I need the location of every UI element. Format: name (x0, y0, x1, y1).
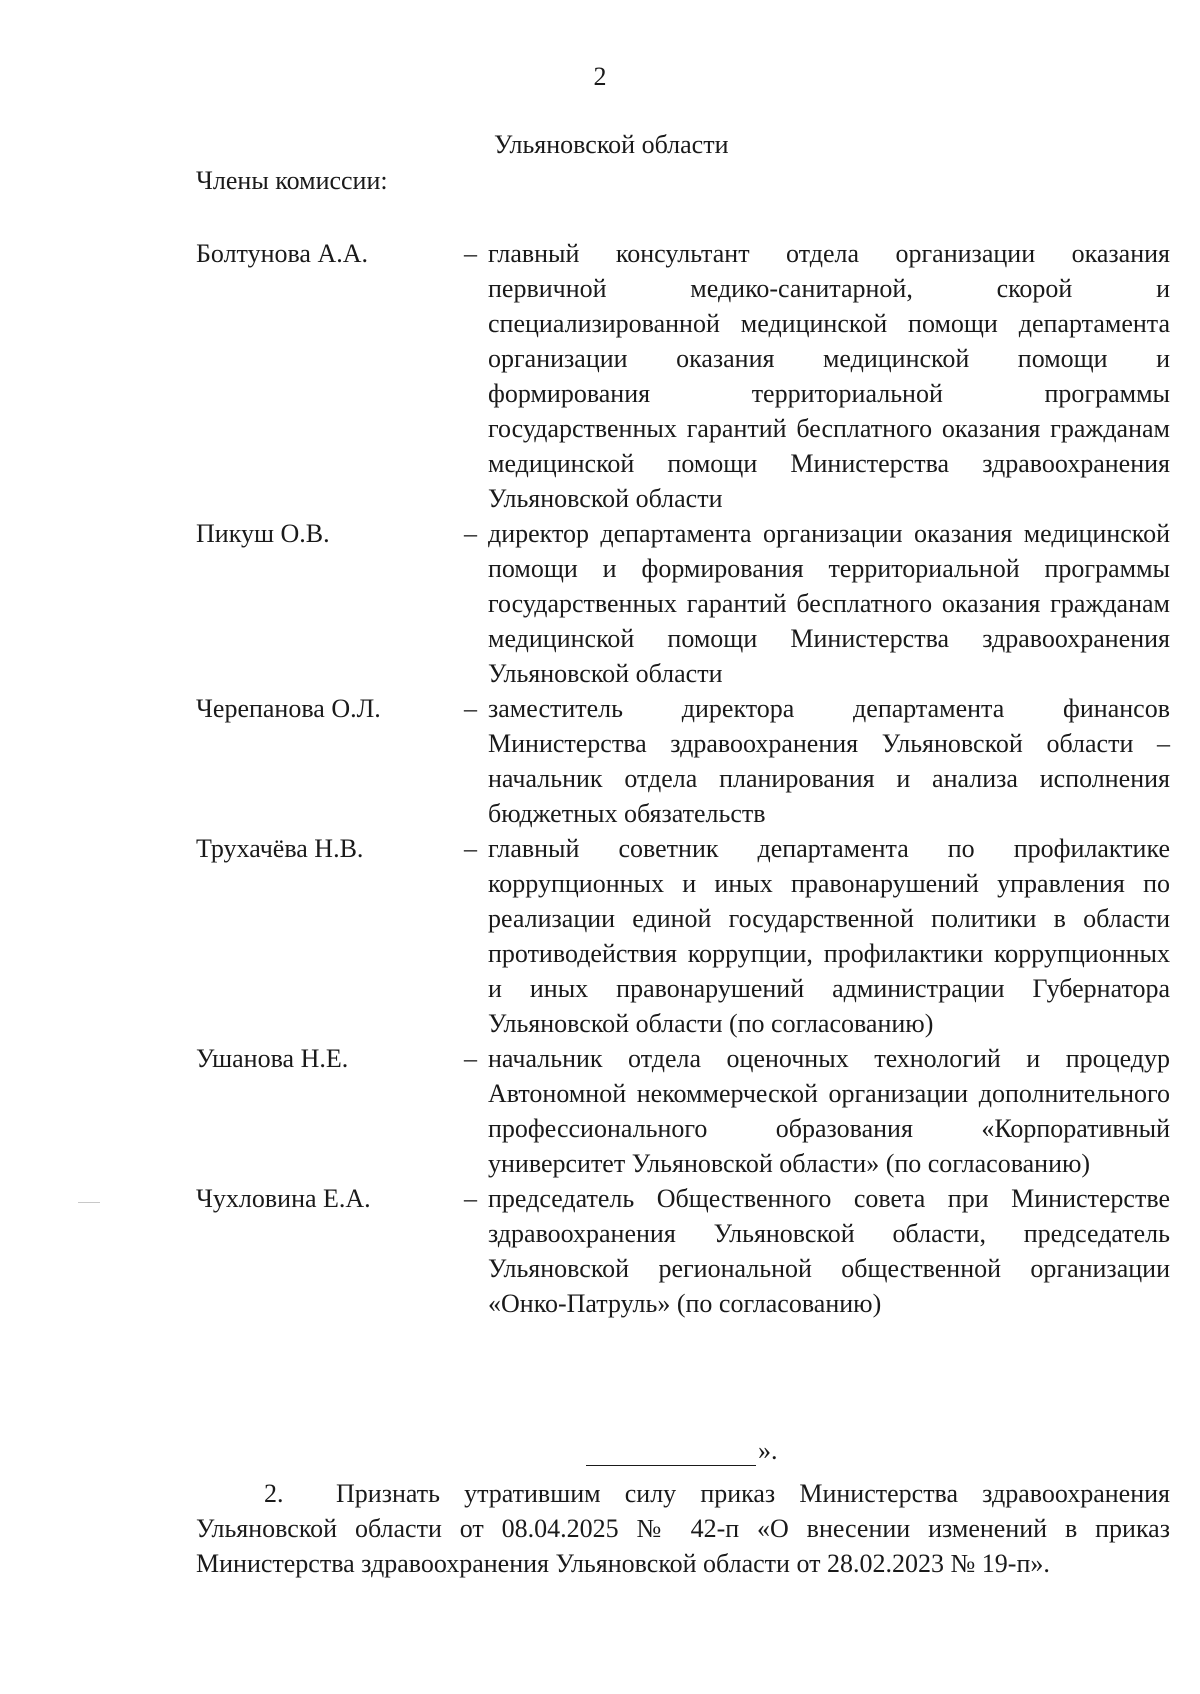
member-dash: – (464, 834, 477, 863)
member-position: председатель Общественного совета при Министерстве здравоохранения Ульяновской области, председатель Ульяновской региональной общественной организации «Онко-Патруль» (по согласованию) (488, 1184, 1170, 1318)
member-name: Черепанова О.Л. (196, 694, 381, 723)
item-text: Признать утратившим силу приказ Министерства здравоохранения Ульяновской области от 08.04.2025 № 42-п «О внесении изменений в приказ Министерства здравоохранения Ульяновской области от 28.02.2023 № 19-п». (196, 1479, 1170, 1578)
page-number: 2 (593, 62, 607, 91)
member-position: главный советник департамента по профилактике коррупционных и иных правонарушений управления по реализации единой государственной политики в области противодействия коррупции, профилактики коррупционных и иных правонарушений администрации Губернатора Ульяновской области (по согласованию) (488, 834, 1170, 1038)
item-paragraph (196, 1476, 1170, 1581)
members-list (196, 236, 1170, 1321)
member-position: директор департамента организации оказания медицинской помощи и формирования территориальной программы государственных гарантий бесплатного оказания гражданам медицинской помощи Министерства здравоохранения Ульяновской области (488, 519, 1170, 688)
member-row (196, 1181, 1170, 1321)
item-number: 2. (264, 1479, 284, 1508)
closing-quote: ». (758, 1436, 778, 1465)
member-row (196, 236, 1170, 516)
member-name: Болтунова А.А. (196, 239, 369, 268)
member-position: главный консультант отдела организации оказания первичной медико-санитарной, скорой и специализированной медицинской помощи департамента организации оказания медицинской помощи и формирования территориальной программы государственных гарантий бесплатного оказания гражданам медицинской помощи Министерства здравоохранения Ульяновской области (488, 239, 1170, 513)
member-name: Пикуш О.В. (196, 519, 330, 548)
member-dash: – (464, 239, 477, 268)
continued-heading: Ульяновской области (494, 130, 729, 159)
member-name: Трухачёва Н.В. (196, 834, 364, 863)
member-row (196, 691, 1170, 831)
member-dash: – (464, 1184, 477, 1213)
members-heading: Члены комиссии: (196, 166, 388, 195)
member-position: заместитель директора департамента финансов Министерства здравоохранения Ульяновской области – начальник отдела планирования и анализа исполнения бюджетных обязательств (488, 694, 1170, 828)
member-row (196, 1041, 1170, 1181)
member-position: начальник отдела оценочных технологий и процедур Автономной некоммерческой организации дополнительного профессионального образования «Корпоративный университет Ульяновской области» (по согласованию) (488, 1044, 1170, 1178)
member-row (196, 831, 1170, 1041)
member-dash: – (464, 694, 477, 723)
closing-underline (586, 1443, 756, 1466)
member-dash: – (464, 1044, 477, 1073)
member-name: Чухловина Е.А. (196, 1184, 371, 1213)
margin-mark (78, 1202, 100, 1203)
member-name: Ушанова Н.Е. (196, 1044, 349, 1073)
closing-mark (586, 1436, 778, 1466)
member-row (196, 516, 1170, 691)
member-dash: – (464, 519, 477, 548)
